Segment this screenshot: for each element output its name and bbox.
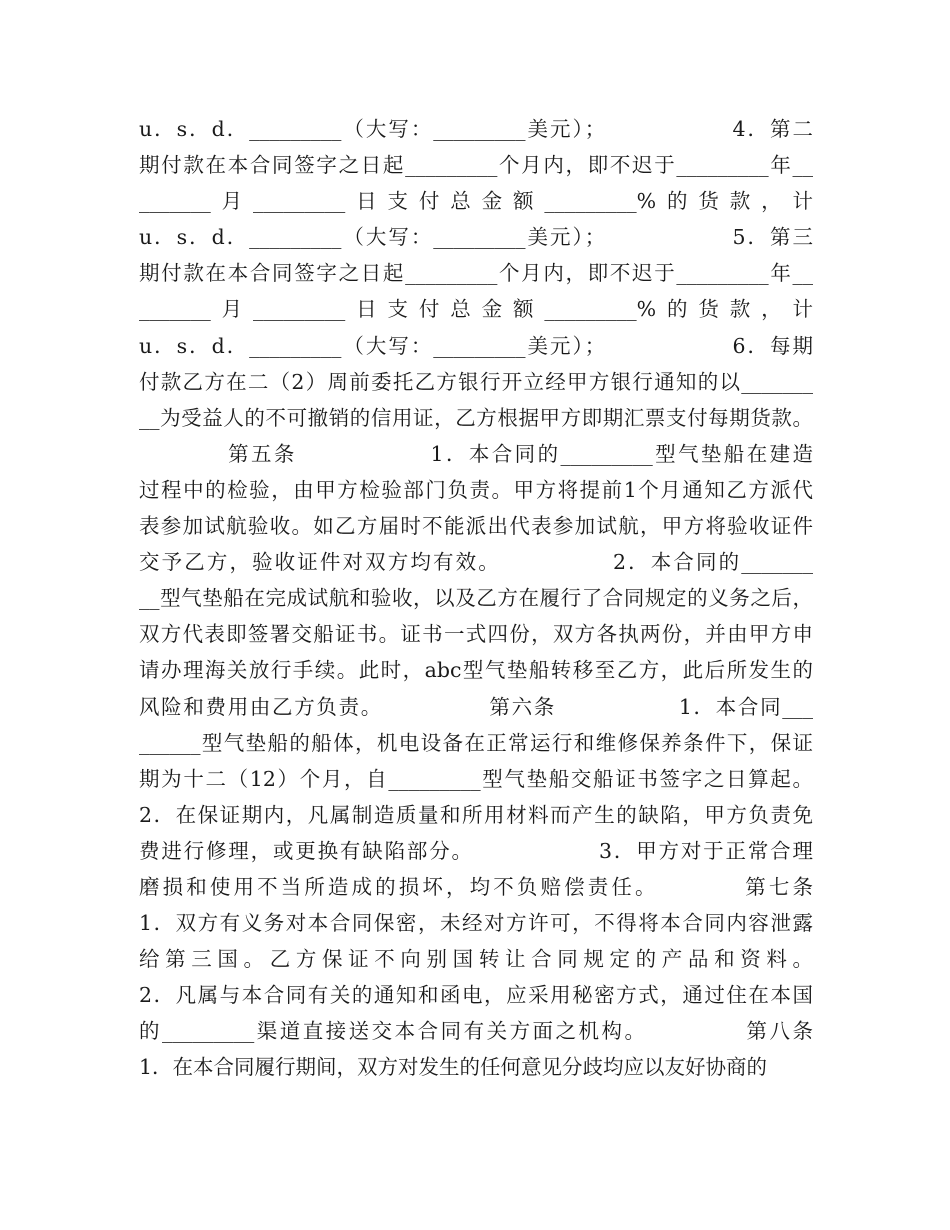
text-line-9: __为受益人的不可撤销的信用证，乙方根据甲方即期汇票支付每期货款。 <box>139 405 813 430</box>
text-line-22: 磨损和使用不当所造成的损坏，均不负赔偿责任。 第七条 <box>139 874 813 899</box>
text-line-25: 2．凡属与本合同有关的通知和函电，应采用秘密方式，通过住在本国 <box>139 983 813 1008</box>
text-line-7: u．s．d．_________（大写：_________美元）； 6．每期 <box>139 333 813 358</box>
text-line-5: 期付款在本合同签字之日起_________个月内，即不迟于_________年__ <box>139 261 813 286</box>
text-line-20: 2．在保证期内，凡属制造质量和所用材料而产生的缺陷，甲方负责免 <box>139 802 813 827</box>
text-line-10: 第五条 1．本合同的_________型气垫船在建造 <box>139 441 813 466</box>
text-line-12: 表参加试航验收。如乙方届时不能派出代表参加试航，甲方将验收证件 <box>139 514 813 539</box>
text-line-23: 1．双方有义务对本合同保密，未经对方许可，不得将本合同内容泄露 <box>139 911 813 936</box>
text-line-1: u．s．d．_________（大写：_________美元）； 4．第二 <box>139 117 813 141</box>
text-line-24: 给第三国。乙方保证不向别国转让合同规定的产品和资料。 <box>139 947 813 972</box>
text-line-27: 1．在本合同履行期间，双方对发生的任何意见分歧均应以友好协商的 <box>139 1055 768 1080</box>
text-line-4: u．s．d．_________（大写：_________美元）； 5．第三 <box>139 225 813 250</box>
text-line-6: _______月_________日支付总金额_________%的货款，计 <box>139 297 813 322</box>
text-line-14: __型气垫船在完成试航和验收，以及乙方在履行了合同规定的义务之后， <box>139 586 813 611</box>
text-line-3: _______月_________日支付总金额_________%的货款，计 <box>139 189 813 214</box>
text-line-8: 付款乙方在二（2）周前委托乙方银行开立经甲方银行通知的以_______ <box>139 369 813 394</box>
text-line-18: ______型气垫船的船体，机电设备在正常运行和维修保养条件下，保证 <box>139 730 813 755</box>
text-line-19: 期为十二（12）个月，自_________型气垫船交船证书签字之日算起。 <box>139 766 813 791</box>
text-line-21: 费进行修理，或更换有缺陷部分。 3．甲方对于正常合理 <box>139 838 813 863</box>
text-line-2: 期付款在本合同签字之日起_________个月内，即不迟于_________年__ <box>139 153 813 178</box>
text-line-15: 双方代表即签署交船证书。证书一式四份，双方各执两份，并由甲方申 <box>139 622 813 647</box>
text-line-17: 风险和费用由乙方负责。 第六条 1．本合同___ <box>139 694 813 719</box>
contract-body-text <box>139 111 813 1086</box>
text-line-26: 的_________渠道直接送交本合同有关方面之机构。 第八条 <box>139 1019 813 1044</box>
text-line-16: 请办理海关放行手续。此时，abc型气垫船转移至乙方，此后所发生的 <box>139 658 813 683</box>
text-line-11: 过程中的检验，由甲方检验部门负责。甲方将提前1个月通知乙方派代 <box>139 477 813 502</box>
text-line-13: 交予乙方，验收证件对双方均有效。 2．本合同的_______ <box>139 550 813 575</box>
